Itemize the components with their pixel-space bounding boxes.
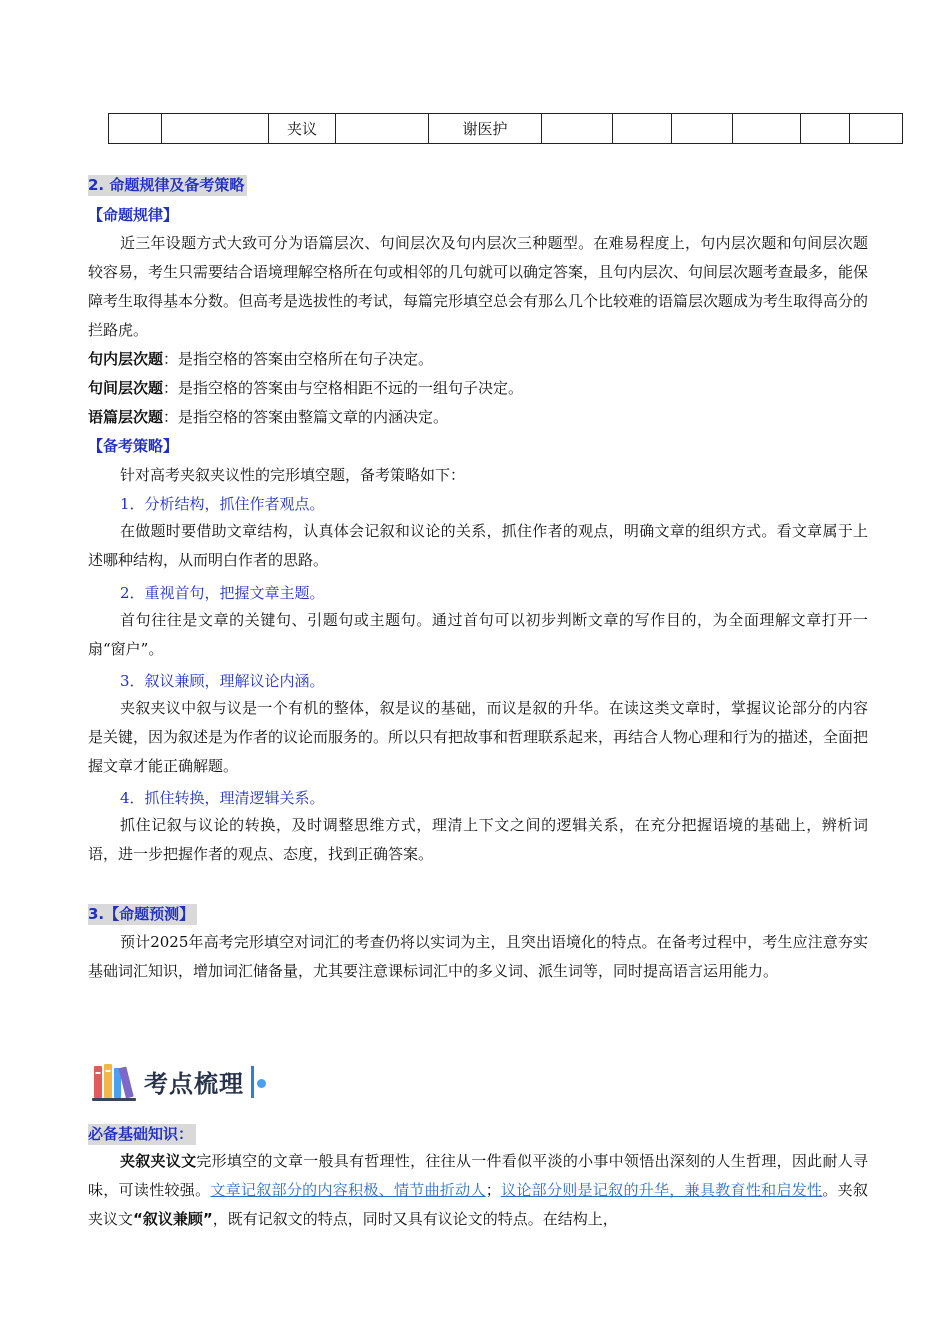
definition-term: 句内层次题 — [88, 350, 164, 368]
table-cell — [613, 114, 672, 144]
section-heading — [88, 1123, 196, 1144]
definition-line — [88, 406, 448, 427]
step-text: 抓住记叙与议论的转换，及时调整思维方式，理清上下文之间的逻辑关系，在充分把握语境的基础上，辨析词语，进一步把握作者的观点、态度，找到正确答案。 — [88, 816, 868, 863]
prediction-paragraph: 预计2025年高考完形填空对词汇的考查仍将以实词为主，且突出语境化的特点。在备考过程中，考生应注意夯实基础词汇知识，增加词汇储备量，尤其要注意课标词汇中的多义词、派生词等，同时提高语言运用能力。 — [88, 933, 868, 980]
banner-dot — [257, 1079, 266, 1088]
step-title: 3．叙议兼顾，理解议论内涵。 — [120, 672, 325, 690]
step-title: 4．抓住转换，理清逻辑关系。 — [120, 789, 325, 807]
text-segment: ，既有记叙文的特点，同时又具有议论文的特点。在结构上， — [212, 1210, 618, 1228]
step-title: 2．重视首句，把握文章主题。 — [120, 584, 325, 602]
table-cell — [109, 114, 162, 144]
table-cell — [336, 114, 429, 144]
table-cell — [733, 114, 801, 144]
text-segment: 完形填空的文章一般具有哲理性，往往从一件看似平淡的小事中领悟出深刻的人生哲理，因此耐人寻味，可读性较强。 — [88, 1152, 868, 1199]
bold-quote: “叙议兼顾” — [133, 1210, 213, 1228]
underlined-phrase: 议论部分则是记叙的升华，兼具教育性和启发性 — [500, 1181, 823, 1199]
text-segment: 。夹叙夹议文 — [88, 1181, 868, 1228]
table-cell: 夹议 — [269, 114, 336, 144]
section-heading — [88, 903, 197, 924]
section-heading — [88, 174, 247, 195]
underlined-phrase: 文章记叙部分的内容积极、情节曲折动人 — [210, 1181, 486, 1199]
table-cell — [801, 114, 850, 144]
definition-line — [88, 348, 433, 369]
banner-divider — [251, 1066, 254, 1098]
definition-text: ：是指空格的答案由与空格相距不远的一组句子决定。 — [163, 379, 524, 397]
knowledge-heading: 必备基础知识： — [88, 1124, 196, 1145]
step-text: 在做题时要借助文章结构，认真体会记叙和议论的关系，抓住作者的观点，明确文章的组织方式。看文章属于上述哪种结构，从而明白作者的思路。 — [88, 522, 868, 569]
strategy-intro: 针对高考夹叙夹议性的完形填空题，备考策略如下： — [120, 466, 466, 484]
definition-text: ：是指空格的答案由空格所在句子决定。 — [163, 350, 434, 368]
section-2-heading: 2. 命题规律及备考策略 — [88, 175, 247, 196]
lead-term: 夹叙夹议文 — [120, 1152, 197, 1170]
summary-table — [108, 113, 903, 144]
strategy-label: 【备考策略】 — [88, 437, 179, 455]
definition-term: 句间层次题 — [88, 379, 164, 397]
table-cell — [672, 114, 733, 144]
table-row — [109, 114, 903, 144]
table-cell — [162, 114, 269, 144]
section-3-heading: 3.【命题预测】 — [88, 904, 197, 925]
rule-label: 【命题规律】 — [88, 206, 179, 224]
table-cell — [850, 114, 903, 144]
text-segment: ； — [485, 1181, 501, 1199]
definition-text: ：是指空格的答案由整篇文章的内涵决定。 — [163, 408, 449, 426]
knowledge-paragraph — [88, 1147, 868, 1234]
definition-term: 语篇层次题 — [88, 408, 164, 426]
step-text: 夹叙夹议中叙与议是一个有机的整体，叙是议的基础，而议是叙的升华。在读这类文章时，掌握议论部分的内容是关键，因为叙述是为作者的议论而服务的。所以只有把故事和哲理联系起来，再结合人物心理和行为的描述，全面把握文章才能正确解题。 — [88, 699, 869, 775]
table-cell — [542, 114, 613, 144]
books-icon — [92, 1060, 138, 1104]
rule-paragraph: 近三年设题方式大致可分为语篇层次、句间层次及句内层次三种题型。在难易程度上，句内层次题和句间层次题较容易，考生只需要结合语境理解空格所在句或相邻的几句就可以确定答案，且句内层次、句间层次题考查最多，能保障考生取得基本分数。但高考是选拔性的考试，每篇完形填空总会有那么几个比较难的语篇层次题成为考生取得高分的拦路虎。 — [88, 234, 869, 339]
definition-line — [88, 377, 523, 398]
banner-title: 考点梳理 — [144, 1070, 244, 1098]
step-title: 1．分析结构，抓住作者观点。 — [120, 495, 325, 513]
table-cell: 谢医护 — [429, 114, 542, 144]
step-text: 首句往往是文章的关键句、引题句或主题句。通过首句可以初步判断文章的写作目的，为全面理解文章打开一扇“窗户”。 — [88, 611, 868, 658]
topic-banner — [92, 1058, 282, 1104]
